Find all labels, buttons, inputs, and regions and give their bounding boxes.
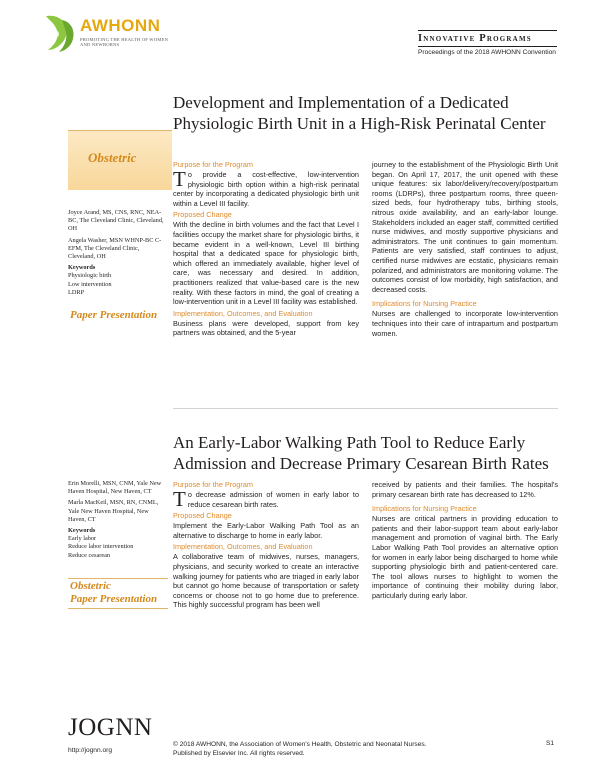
keywords-label: Keywords	[68, 527, 96, 535]
keyword: LDRP	[68, 288, 85, 296]
category-label: Obstetric	[88, 150, 137, 165]
header-title: Innovative Programs	[418, 33, 532, 44]
article1-authors	[68, 209, 166, 297]
section-heading: Proposed Change	[173, 511, 232, 521]
keyword: Early labor	[68, 535, 97, 543]
drop-cap: T	[173, 167, 186, 191]
article2-title: An Early-Labor Walking Path Tool to Reduce Early Admission and Decrease Primary Cesarean Birth Rates	[173, 433, 549, 473]
keyword: Low intervention	[68, 280, 112, 288]
keyword: Reduce labor intervention	[68, 543, 134, 551]
header-rule	[418, 46, 557, 47]
paragraph: To decrease admission of women in early labor to reduce cesarean birth rates.	[173, 487, 359, 511]
sidebar-rule	[68, 578, 168, 579]
paragraph: Nurses are critical partners in providing education to patients and their labor-support team about early-labor management and promotion of vaginal birth. The Early Labor Walking Path Tool provides an alternative option for women in early labor being discharged to home while supporting physiologic birth and patient-centered care. The tool allows nurses to highlight to women the importance of continuing their mobility during labor, particularly during early labor.	[372, 514, 558, 600]
paragraph: With the decline in birth volumes and the fact that Level I facilities occupy the market share for physiologic births, it became evident in a well-known, Level III birthing hospital that a dedicated space for physiologic birth, which offered an immediately available, higher level of care, was necessary and desired. In addition, practitioners realized that value-based care is the new reality. With these factors in mind, the goal of creating a low-intervention unit in a Level III facility was established.	[173, 220, 359, 307]
page-number: S1	[546, 740, 555, 747]
section-heading: Implementation, Outcomes, and Evaluation	[173, 542, 313, 552]
author: Angela Washer, MSN WHNP-BC C-EFM, The Cleveland Clinic, Cleveland, OH	[68, 236, 162, 261]
paragraph: received by patients and their families. The hospital's primary cesarean birth rate has decreased to 12%.	[372, 480, 558, 499]
paragraph: Implement the Early-Labor Walking Path Tool as an alternative to discharge to home in early labor.	[173, 521, 359, 540]
section-heading: Purpose for the Program	[173, 480, 253, 489]
logo-name: AWHONN	[80, 16, 161, 35]
paragraph: Business plans were developed, support from key partners was obtained, and the 5-year	[173, 318, 359, 338]
category-label: Obstetric	[70, 580, 111, 592]
article1-column-left	[173, 160, 359, 338]
keywords-label: Keywords	[68, 264, 96, 272]
section-heading: Implications for Nursing Practice	[372, 504, 477, 514]
header-rule	[418, 30, 557, 31]
author: Erin Morelli, MSN, CNM, Yale New Haven Hospital, New Haven, CT	[68, 480, 162, 496]
logo-tagline: PROMOTING THE HEALTH OF WOMEN AND NEWBORNS	[80, 37, 169, 48]
keyword: Physiologic birth	[68, 272, 112, 280]
sidebar-rule	[68, 608, 168, 609]
section-heading: Implications for Nursing Practice	[372, 299, 477, 309]
paragraph: A collaborative team of midwives, nurses, managers, physicians, and security worked to create an interactive walking journey for patients who are triaged in early labor but cannot go home because of transportation or safety concerns or choose not to go home due to preference. This highly successful program has been well	[173, 552, 359, 610]
copyright: © 2018 AWHONN, the Association of Women's Health, Obstetric and Neonatal Nurses. Published by Elsevier Inc. All rights reserved.	[173, 741, 427, 757]
section-divider	[173, 408, 558, 409]
paragraph: journey to the establishment of the Physiologic Birth Unit began. On April 17, 2017, the unit opened with these unique features: six labor/delivery/recovery/postpartum rooms (LDRPs), three postpartum rooms, three queen-sized beds, four hydrotherapy tubs, birthing stools, nitrous oxide availability, and an early-labor lounge. Stakeholders included an eager staff, committed certified nurse midwives, and mostly supportive physicians and administrators. The unit continues to gain momentum. Patients are very satisfied, staff continues to adjust, certified nurse midwives are ecstatic, physicians remain polarized, and administrators are monitoring volume. The outcomes consist of low morbidity, high satisfaction, and decreased costs.	[372, 160, 558, 294]
presentation-type: Paper Presentation	[70, 309, 158, 321]
author: Joyce Arand, MS, CNS, RNC, NEA-BC, The Cleveland Clinic, Cleveland, OH	[68, 209, 164, 233]
presentation-type: Paper Presentation	[70, 593, 158, 605]
section-heading: Purpose for the Program	[173, 160, 253, 169]
section-heading: Proposed Change	[173, 210, 232, 220]
header-subtitle: Proceedings of the 2018 AWHONN Convention	[418, 49, 556, 56]
journal-logo: JOGNN	[68, 714, 153, 741]
keyword: Reduce cesarean	[68, 551, 111, 559]
article2-authors	[68, 480, 166, 560]
journal-url[interactable]: http://jognn.org	[68, 747, 112, 754]
awhonn-logo	[40, 12, 170, 60]
article1-column-right	[372, 160, 558, 338]
article1-title: Development and Implementation of a Dedicated Physiologic Birth Unit in a High-Risk Perinatal Center	[173, 93, 546, 133]
paragraph: Nurses are challenged to incorporate low-intervention techniques into their care of intrapartum and postpartum women.	[372, 309, 558, 338]
awhonn-logo-icon	[40, 12, 80, 54]
section-heading: Implementation, Outcomes, and Evaluation	[173, 308, 313, 318]
paragraph: To provide a cost-effective, low-intervention physiologic birth option within a high-risk perinatal center by incorporating a dedicated physiologic birth unit within a Level III facility.	[173, 167, 359, 208]
article2-column-left	[173, 480, 359, 610]
drop-cap: T	[173, 487, 186, 511]
article2-column-right	[372, 480, 558, 601]
author: Marla MacKeil, MSN, RN, CNML, Yale New Haven Hospital, New Haven, CT	[68, 499, 159, 523]
